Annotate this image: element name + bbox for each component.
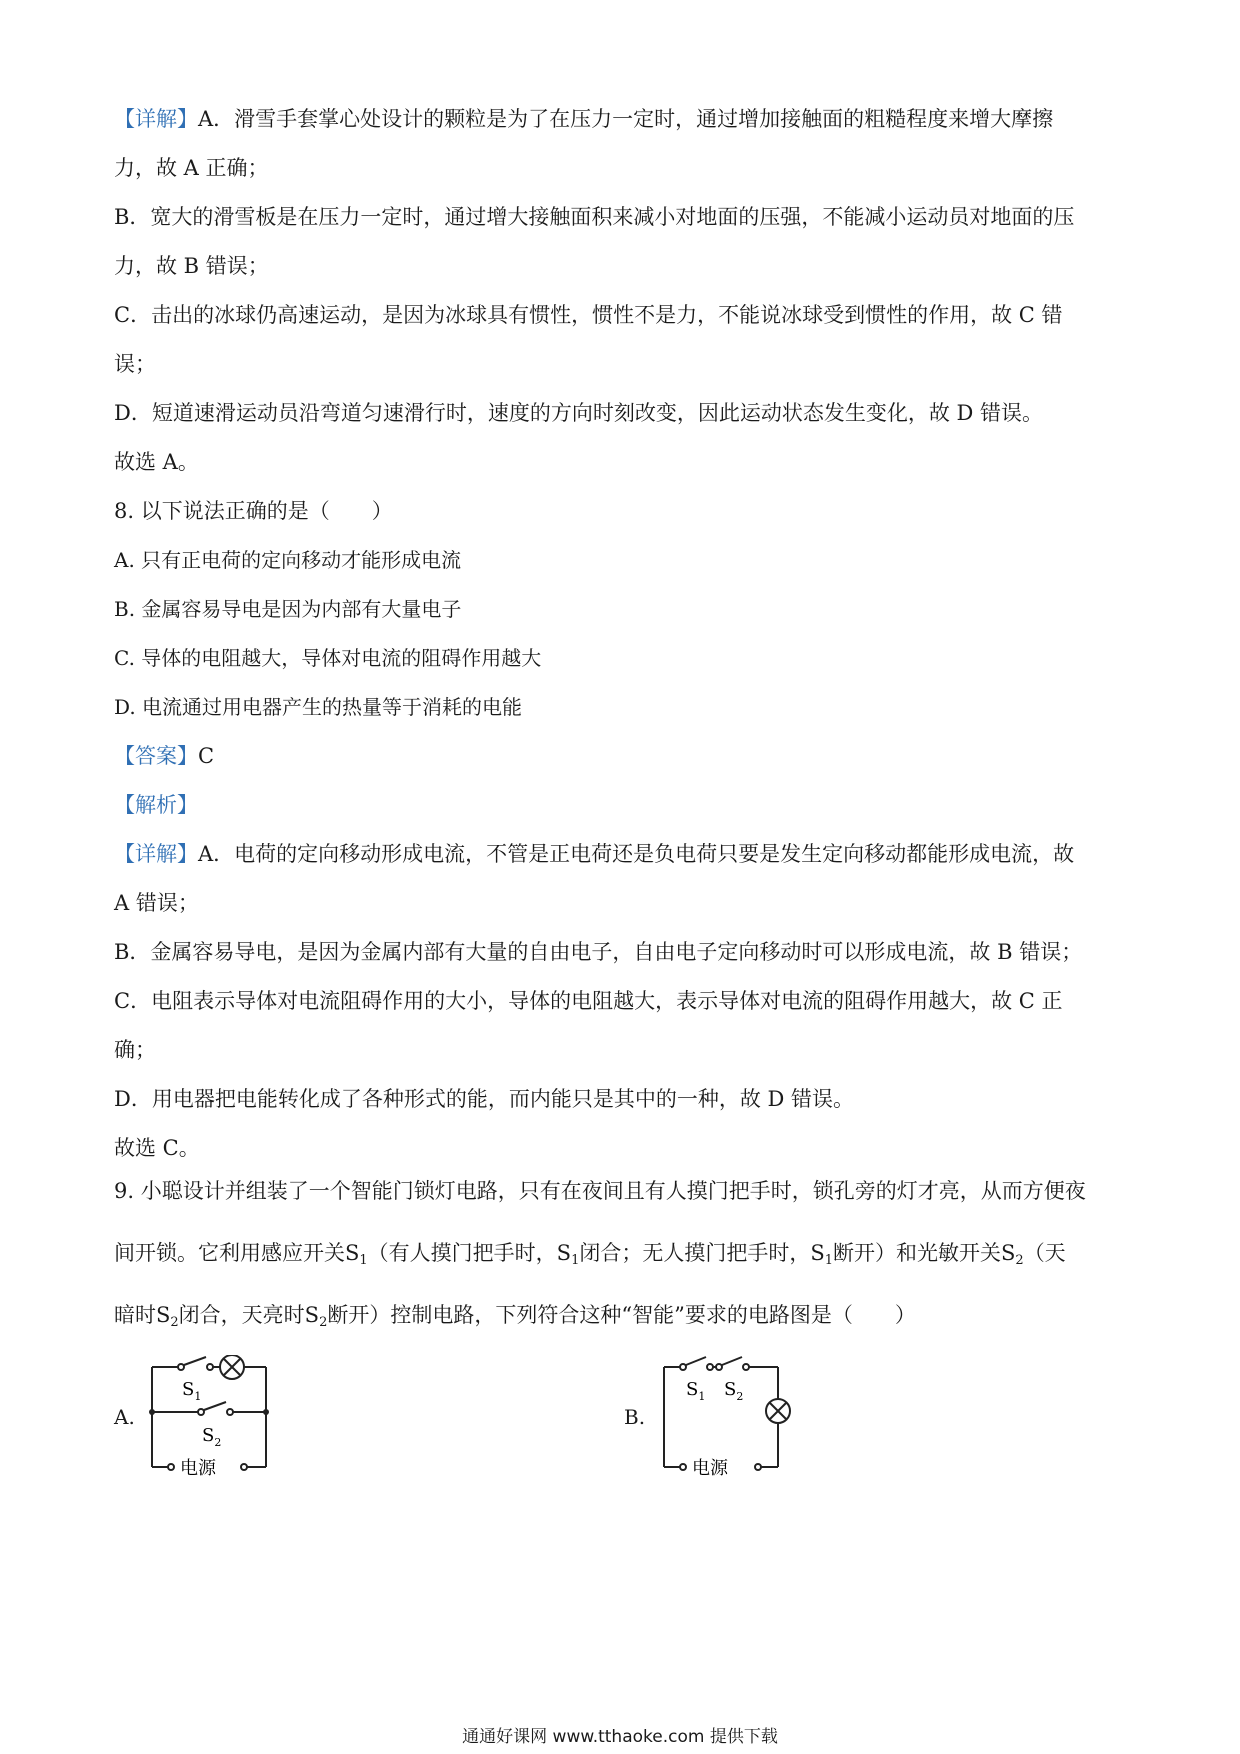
line-text: A．电荷的定向移动形成电流，不管是正电荷还是负电荷只要是发生定向移动都能形成电流，故: [198, 842, 1075, 866]
section-tag: 【答案】: [114, 744, 198, 768]
circuit-a-diagram: [140, 1355, 280, 1485]
q9-text: 闭合，天亮时: [178, 1303, 305, 1327]
subscript: 1: [359, 1253, 368, 1268]
switch-symbol: S: [304, 1303, 320, 1327]
text-line: [114, 643, 541, 673]
q9-text: 断开）控制电路，下列符合这种“智能”要求的电路图是（ ）: [327, 1303, 916, 1327]
switch-symbol: S: [556, 1241, 572, 1265]
text-line: [114, 545, 461, 575]
line-text: C: [198, 744, 215, 768]
line-text: D．短道速滑运动员沿弯道匀速滑行时，速度的方向时刻改变，因此运动状态发生变化，故 D 错误。: [114, 401, 1044, 425]
q9-text: 闭合；无人摸门把手时，: [579, 1241, 811, 1265]
line-text: C．电阻表示导体对电流阻碍作用的大小，导体的电阻越大，表示导体对电流的阻碍作用越大，故 C 正: [114, 989, 1063, 1013]
power-label: 电源: [180, 1458, 216, 1479]
line-text: D．用电器把电能转化成了各种形式的能，而内能只是其中的一种，故 D 错误。: [114, 1087, 855, 1111]
text-line: [114, 790, 198, 820]
text-line: [114, 349, 156, 379]
line-text: 9. 小聪设计并组装了一个智能门锁灯电路，只有在夜间且有人摸门把手时，锁孔旁的灯才亮，从而方便夜: [114, 1179, 1086, 1203]
text-line: [114, 888, 199, 918]
switch-s2-label: $S_2$: [724, 1379, 744, 1403]
q9-line-3: [114, 1300, 916, 1338]
switch-s1-label: $S_1$: [686, 1379, 706, 1403]
line-text: B．金属容易导电，是因为金属内部有大量的自由电子，自由电子定向移动时可以形成电流，故 B 错误；: [114, 940, 1083, 964]
line-text: 8. 以下说法正确的是（ ）: [114, 499, 393, 523]
q9-text: 断开）和光敏开关: [833, 1241, 1002, 1265]
text-line: [114, 986, 1062, 1016]
text-line: [114, 398, 1043, 428]
q9-text: （有人摸门把手时，: [367, 1241, 557, 1265]
line-text: 确；: [114, 1038, 156, 1062]
line-text: A. 只有正电荷的定向移动才能形成电流: [114, 548, 462, 572]
line-text: 误；: [114, 352, 156, 376]
line-text: B. 金属容易导电是因为内部有大量电子: [114, 597, 462, 621]
switch-s2-label: $S_2$: [202, 1425, 222, 1449]
text-line: [114, 839, 1074, 869]
option-b-label: B.: [624, 1405, 646, 1429]
line-text: 故选 C。: [114, 1136, 200, 1160]
section-tag: 【解析】: [114, 793, 198, 817]
subscript: 2: [1015, 1253, 1024, 1268]
line-text: A．滑雪手套掌心处设计的颗粒是为了在压力一定时，通过增加接触面的粗糙程度来增大摩擦: [198, 107, 1054, 131]
text-line: [114, 1084, 854, 1114]
text-line: [114, 692, 522, 722]
page-footer: 通通好课网 www.tthaoke.com 提供下载: [462, 1727, 778, 1747]
text-line: [114, 202, 1074, 232]
q9-text: （天: [1023, 1241, 1066, 1265]
switch-symbol: S: [1001, 1241, 1016, 1265]
line-text: 故选 A。: [114, 450, 199, 474]
line-text: B．宽大的滑雪板是在压力一定时，通过增大接触面积来减小对地面的压强，不能减小运动员对地面的压: [114, 205, 1075, 229]
switch-symbol: S: [810, 1241, 825, 1265]
q9-text: 暗时: [114, 1303, 156, 1327]
q9-line-2: [114, 1238, 1066, 1276]
section-tag: 【详解】: [114, 842, 198, 866]
line-text: C．击出的冰球仍高速运动，是因为冰球具有惯性，惯性不是力，不能说冰球受到惯性的作用，故 C 错: [114, 303, 1063, 327]
text-line: [114, 594, 461, 624]
line-text: D. 电流通过用电器产生的热量等于消耗的电能: [114, 695, 523, 719]
switch-s1-label: $S_1$: [182, 1379, 202, 1403]
text-line: [114, 153, 269, 183]
text-line: [114, 1133, 200, 1163]
text-line: [114, 1176, 1086, 1206]
text-line: [114, 496, 393, 526]
text-line: [114, 300, 1062, 330]
text-line: [114, 1035, 156, 1065]
q9-text: 间开锁。它利用感应开关: [114, 1241, 345, 1265]
text-line: [114, 251, 269, 281]
option-a-label: A.: [114, 1405, 135, 1429]
line-text: 力，故 A 正确；: [114, 156, 269, 180]
subscript: 1: [824, 1253, 834, 1268]
text-line: [114, 447, 199, 477]
section-tag: 【详解】: [114, 107, 198, 131]
text-line: [114, 741, 214, 771]
text-line: [114, 937, 1082, 967]
switch-symbol: S: [156, 1303, 171, 1327]
text-line: [114, 104, 1053, 134]
subscript: 2: [319, 1315, 328, 1330]
line-text: 力，故 B 错误；: [114, 254, 269, 278]
subscript: 1: [571, 1253, 580, 1268]
switch-symbol: S: [345, 1241, 360, 1265]
power-label: 电源: [692, 1458, 728, 1479]
line-text: A 错误；: [114, 891, 199, 915]
circuit-b-diagram: [650, 1355, 800, 1485]
line-text: C. 导体的电阻越大，导体对电流的阻碍作用越大: [114, 646, 542, 670]
subscript: 2: [170, 1315, 179, 1330]
